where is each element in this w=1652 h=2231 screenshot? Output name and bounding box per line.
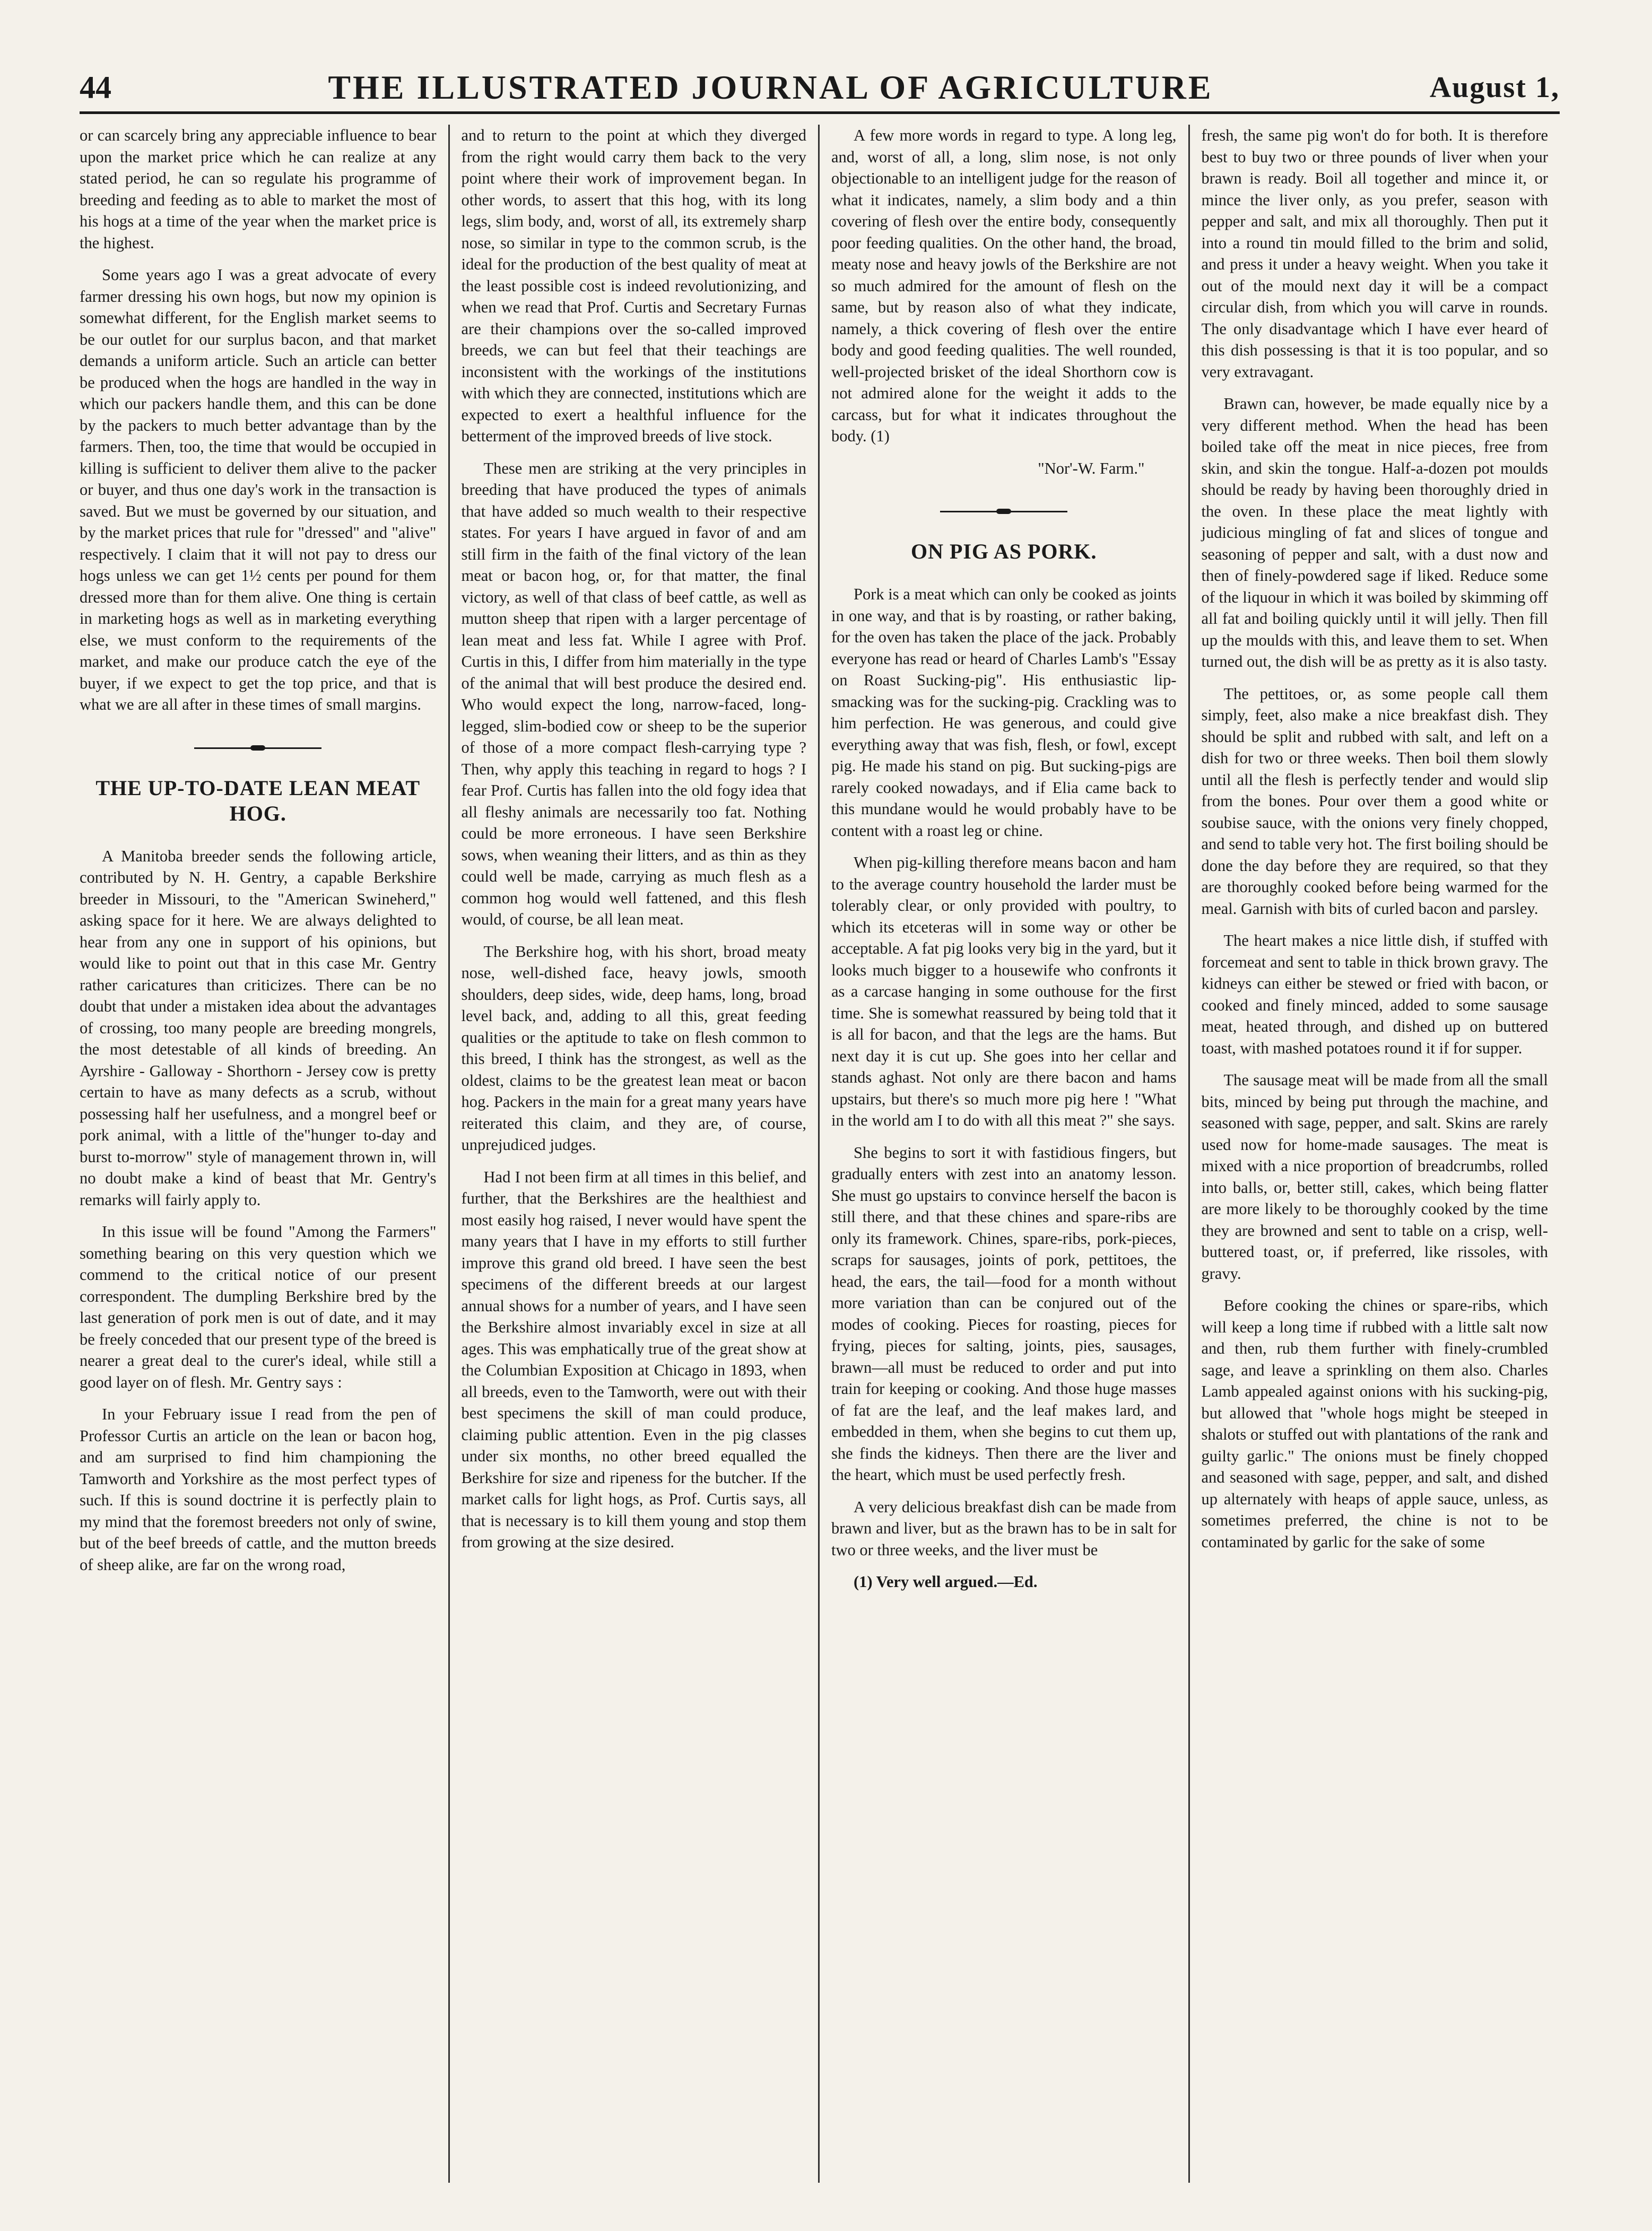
paragraph: In your February issue I read from the pen of Professor Curtis an article on the lean or bacon hog, and am surprised to find him championing the Tamworth and Yorkshire as the most perfect types of such. If this is sound doctrine it is perfectly plain to my mind that the foremost breeders not only of swine, but of the beef breeds of cattle, and the mutton breeds of sheep alike, are far on the wrong road,	[80, 1405, 437, 1574]
column-4	[1190, 125, 1560, 2183]
footnote: (1) Very well argued.—Ed.	[854, 1573, 1038, 1591]
column-1	[80, 125, 450, 2183]
paragraph: In this issue will be found "Among the Farmers" something bearing on this very question which we commend to the critical notice of our present correspondent. The dumpling Berkshire bred by the last generation of pork men is out of date, and it may be freely conceded that our present type of the breed is nearer a great deal to the curer's ideal, while still a good layer on of flesh. Mr. Gentry says :	[80, 1223, 437, 1391]
paragraph: The heart makes a nice little dish, if stuffed with forcemeat and sent to table in thick brown gravy. The kidneys can either be stewed or fried with bacon, or cooked and finely minced, added to some sausage meat, heated through, and dished up on buttered toast, with mashed potatoes round it if for supper.	[1201, 931, 1548, 1057]
paragraph: or can scarcely bring any appreciable influence to bear upon the market price which he can realize at any stated period, he can so regulate his programme of breeding and feeding as to able to market the most of his hogs at a time of the year when the market price is the highest.	[80, 126, 437, 252]
paragraph: Brawn can, however, be made equally nice by a very different method. When the head has been boiled take off the meat in nice pieces, free from skin, and skin the tongue. Half-a-dozen pot moulds should be ready by having been thoroughly dried in the oven. In these place the meat lightly with judicious mingling of fat and slices of tongue and seasoning of pepper and salt, with a dust now and then of finely-powdered sage if liked. Reduce some of the liquour in which it was boiled by skimming off all fat and boiling quickly until it will jelly. Then fill up the moulds with this, and leave them to set. When turned out, the dish will be as pretty as it is also tasty.	[1201, 395, 1548, 670]
paragraph: A few more words in regard to type. A long leg, and, worst of all, a long, slim nose, is not only objectionable to an intelligent judge for the reason of what it indicates, namely, a slim body and a thin covering of flesh over the entire body, consequently poor feeding qualities. On the other hand, the broad, meaty nose and heavy jowls of the Berkshire are not so much admired for the amount of flesh on the same, but by reason also of what they indicate, namely, a thick covering of flesh over the entire body and good feeding qualities. The well rounded, well-projected brisket of the ideal Shorthorn cow is not admired alone for the weight it adds to the carcass, but for what it indicates throughout the body. (1)	[831, 126, 1177, 445]
source-attribution: "Nor'-W. Farm."	[1038, 459, 1145, 477]
paragraph: and to return to the point at which they diverged from the right would carry them back to the very point where their work of improvement began. In other words, to assert that this hog, with its long legs, slim body, and, worst of all, its extremely sharp nose, so similar in type to the common scrub, is the ideal for the production of the best quality of meat at the least possible cost is indeed revolutionizing, and when we read that Prof. Curtis and Secretary Furnas are their champions over the so-called improved breeds, we can but feel that their teachings are inconsistent with the workings of the institutions with which they are connected, institutions which are expected to exert a healthful influence for the betterment of the improved breeds of live stock.	[461, 126, 806, 445]
article-heading-pig-as-pork: ON PIG AS PORK.	[910, 539, 1097, 563]
article-columns	[80, 125, 1560, 2183]
article-heading-lean-meat-hog: THE UP-TO-DATE LEAN MEAT HOG.	[95, 775, 421, 825]
paragraph: The pettitoes, or, as some people call them simply, feet, also make a nice breakfast dish. They should be split and rubbed with salt, and left on a dish for two or three weeks. Then boil them slowly until all the flesh is perfectly tender and would slip from the bones. Pour over them a good white or soubise sauce, with the onions very finely chopped, and send to table very hot. The first boiling should be done the day before they are required, so that they are thoroughly cooked before being warmed for the meal. Garnish with bits of curled bacon and parsley.	[1201, 684, 1548, 918]
paragraph: A Manitoba breeder sends the following article, contributed by N. H. Gentry, a capable Berkshire breeder in Missouri, to the "American Swineherd," asking space for it here. We are always delighted to hear from any one in support of his opinions, but would like to point out that in this case Mr. Gentry rather caricatures than criticizes. There can be no doubt that under a mistaken idea about the advantages of crossing, too many people are breeding mongrels, the most detestable of all kinds of breeding. An Ayrshire - Galloway - Shorthorn - Jersey cow is pretty certain to have as many defects as a scrub, without possessing half her usefulness, and a mongrel beef or pork animal, with a little of the"hunger to-day and burst to-morrow" style of management thrown in, will no doubt make a kind of beast that Mr. Gentry's remarks will fairly apply to.	[80, 847, 437, 1209]
paragraph: A very delicious breakfast dish can be made from brawn and liver, but as the brawn has to be in salt for two or three weeks, and the liver must be	[831, 1497, 1177, 1559]
column-2	[450, 125, 820, 2183]
paragraph: Pork is a meat which can only be cooked as joints in one way, and that is by roasting, or rather baking, for the oven has taken the place of the jack. Probably everyone has read or heard of Charles Lamb's "Essay on Roast Sucking-pig". His enthusiastic lip-smacking was for the sucking-pig. Crackling was to him perfection. He was generous, and could give everything away that was fish, flesh, or fowl, except pig. He made his stand on pig. But sucking-pigs are rarely cooked nowadays, and if Elia came back to this mundane would he would probably have to be content with a roast leg or chine.	[831, 585, 1177, 840]
paragraph: Had I not been firm at all times in this belief, and further, that the Berkshires are the healthiest and most easily hog raised, I never would have spent the many years that I have in my efforts to still further improve this grand old breed. I have seen the best specimens of the different breeds at our largest annual shows for a number of years, and I have seen the Berkshire almost invariably excel in size at all ages. This was emphatically true of the great show at the Columbian Exposition at Chicago in 1893, when all breeds, even to the Tamworth, were out with their best specimens the skill of man could produce, claiming public attention. Even in the pig classes under six months, no other breed equalled the Berkshire for size and ripeness for the butcher. If the market calls for light hogs, as Prof. Curtis says, all that is necessary is to kill them young and stop them from growing at the size desired.	[461, 1167, 806, 1551]
column-3	[820, 125, 1190, 2183]
page-number: 44	[80, 69, 111, 105]
paragraph: The sausage meat will be made from all the small bits, minced by being put through the machine, and seasoned with sage, pepper, and salt. Skins are rarely used now for home-made sausages. The meat is mixed with a nice proportion of breadcrumbs, rolled into balls, or, better still, cakes, which being flatter are more likely to be thoroughly cooked by the time they are browned and sent to table on a crisp, well-buttered toast, or, if preferred, like rissoles, with gravy.	[1201, 1071, 1548, 1283]
paragraph: She begins to sort it with fastidious fingers, but gradually enters with zest into an anatomy lesson. She must go upstairs to convince herself the bacon is still there, and that these chines and spare-ribs are only its framework. Chines, spare-ribs, pork-pieces, scraps for sausages, joints of pork, pettitoes, the head, the ears, the tail—food for a month without more variation than can be conjured out of the modes of cooking. Pieces for roasting, pieces for frying, pieces for salting, joints, pies, sausages, brawn—all must be reduced to order and put into train for keeping or cooking. And those huge masses of fat are the leaf, and the leaf makes lard, and embedded in them, when she begins to cut them up, she finds the kidneys. Then there are the liver and the heart, which must be used perfectly fresh.	[831, 1143, 1177, 1484]
paragraph: Before cooking the chines or spare-ribs, which will keep a long time if rubbed with a little salt now and then, rub them further with finely-crumbled sage, and leave a sprinkling on them also. Charles Lamb appealed against onions with his sucking-pig, but allowed that "whole hogs might be steeped in shalots or stuffed out with plantations of the rank and guilty garlic." The onions must be finely chopped and seasoned with sage, pepper, and salt, and dished up alternately with heaps of apple sauce, unless, as sometimes preferred, the chine is not to be contaminated by garlic for the sake of some	[1201, 1296, 1548, 1551]
paragraph: The Berkshire hog, with his short, broad meaty nose, well-dished face, heavy jowls, smooth shoulders, deep sides, wide, deep hams, long, broad level back, and, adding to all this, great feeding qualities or the aptitude to take on flesh common to this breed, I think has the strongest, as well as the oldest, claims to be the greatest lean meat or bacon hog. Packers in the main for a great many years have reiterated this claim, and they are, of course, unprejudiced judges.	[461, 942, 806, 1154]
paragraph: fresh, the same pig won't do for both. It is therefore best to buy two or three pounds of liver when your brawn is ready. Boil all together and mince it, or mince the liver only, as you prefer, season with pepper and salt, and mix all thoroughly. Then put it into a round tin mould filled to the brim and solid, and press it under a heavy weight. When you take it out of the mould next day it will be a compact circular dish, from which you will carve in rounds. The only disadvantage which I have ever heard of this dish possessing is that it is too popular, and so very extravagant.	[1201, 126, 1548, 381]
paragraph: These men are striking at the very principles in breeding that have produced the types of animals that have added so much wealth to their respective states. For years I have argued in favor of and am still firm in the faith of the final victory of the lean meat or bacon hog, or, for that matter, the final victory, as well of that class of beef cattle, as well as mutton sheep that ripen with a larger percentage of lean meat and less fat. While I agree with Prof. Curtis in this, I differ from him materially in the type of the animal that will best produce the desired end. Who would expect the long, narrow-faced, long-legged, slim-bodied cow or sheep to be the superior of those of a more compact flesh-carrying type ? Then, why apply this teaching in regard to hogs ? I fear Prof. Curtis has fallen into the old fogy idea that all fleshy animals are necessarily too fat. Nothing could be more erroneous. I have seen Berkshire sows, when weaning their litters, and as thin as they could well be made, carrying as much flesh as a common hog would well fattened, and this flesh would, of course, be all lean meat.	[461, 459, 806, 928]
journal-title: THE ILLUSTRATED JOURNAL OF AGRICULTURE	[328, 68, 1213, 106]
paragraph: When pig-killing therefore means bacon and ham to the average country household the larder must be tolerably clear, or only provided with poultry, to which its etceteras will in some way or other be acceptable. A fat pig looks very big in the yard, but it looks much bigger to a housewife who confronts it as a carcase hanging in some outhouse for the first time. She is somewhat reassured by being told that it is all for bacon, and that the legs are the hams. But next day it is cut up. She goes into her cellar and stands aghast. Not only are there bacon and hams upstairs, but there's so much more pig here ! "What in the world am I to do with all this meat ?" she says.	[831, 853, 1177, 1129]
section-divider	[194, 747, 321, 749]
page-header	[80, 64, 1560, 114]
issue-date: August 1,	[1429, 71, 1560, 104]
section-divider	[940, 511, 1067, 512]
paragraph: Some years ago I was a great advocate of every farmer dressing his own hogs, but now my opinion is somewhat different, for the English market seems to be our outlet for our surplus bacon, and that market demands a uniform article. Such an article can better be produced when the hogs are handled in the way in which our packers handle them, and this can be done by the packers to much better advantage than by the farmers. Then, too, the time that would be occupied in killing is sufficient to deliver them alive to the packer or buyer, and thus one day's work in the transaction is saved. But we must be governed by our situation, and by the market prices that rule for "dressed" and "alive" respectively. I claim that it will not pay to dress our hogs unless we can get 1½ cents per pound for them dressed more than for them alive. One thing is certain in marketing hogs as well as in marketing everything else, we must conform to the requirements of the market, and make our produce catch the eye of the buyer, if we expect to get the top price, and that is what we are all after in these times of small margins.	[80, 266, 437, 713]
